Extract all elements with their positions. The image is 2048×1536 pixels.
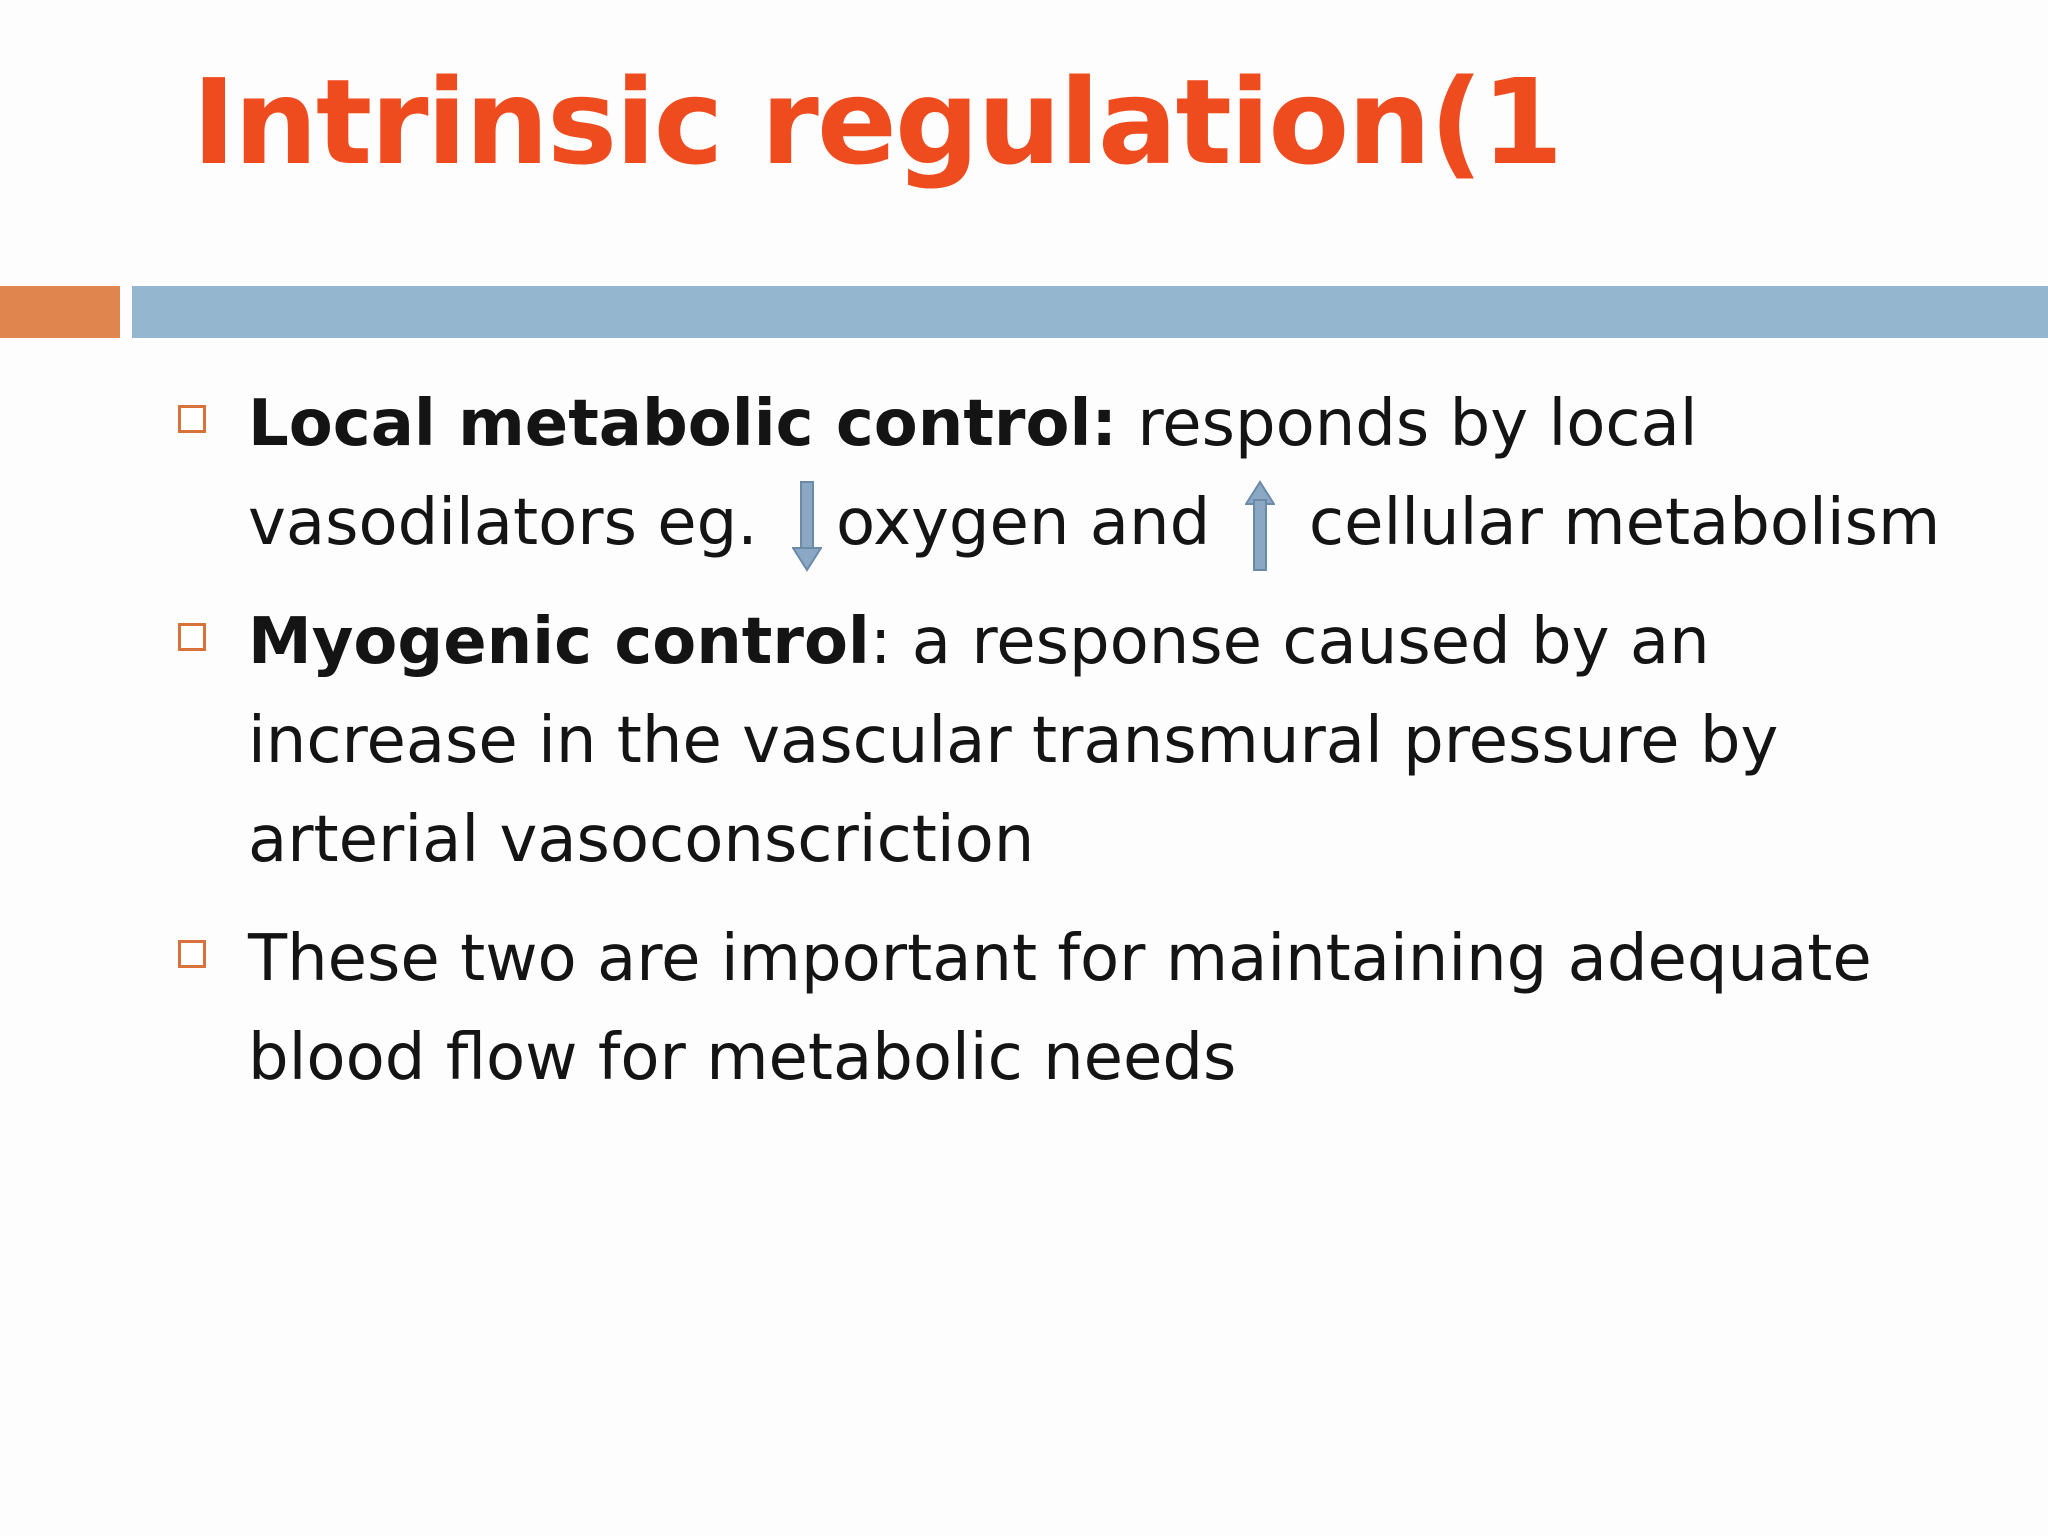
square-bullet-icon	[178, 623, 206, 651]
bullet-text: These two are important for maintaining adequate blood flow for metabolic needs	[248, 922, 1872, 1095]
square-bullet-icon	[178, 405, 206, 433]
bullet-item-myogenic-control	[178, 593, 1958, 890]
accent-bar-blue	[132, 286, 2048, 338]
bullet-lead: Myogenic control	[248, 605, 870, 679]
up-arrow-icon	[1245, 480, 1275, 572]
bullet-text: : a response caused by an increase in the vascular transmural pressure by arterial vasoconscriction	[248, 605, 1779, 877]
slide-title: Intrinsic regulation(1	[192, 53, 1562, 191]
bullet-text: oxygen and	[835, 486, 1211, 560]
bullet-text: responds by local vasodilators eg.	[248, 387, 1698, 560]
bullet-item-summary	[178, 910, 1958, 1108]
bullet-item-local-metabolic-control	[178, 375, 1958, 573]
down-arrow-icon	[792, 480, 822, 572]
bullet-lead: Local metabolic control:	[248, 387, 1117, 461]
bullet-text: cellular metabolism	[1288, 486, 1941, 560]
square-bullet-icon	[178, 940, 206, 968]
bullet-list	[178, 375, 1958, 1128]
accent-bar-orange	[0, 286, 120, 338]
